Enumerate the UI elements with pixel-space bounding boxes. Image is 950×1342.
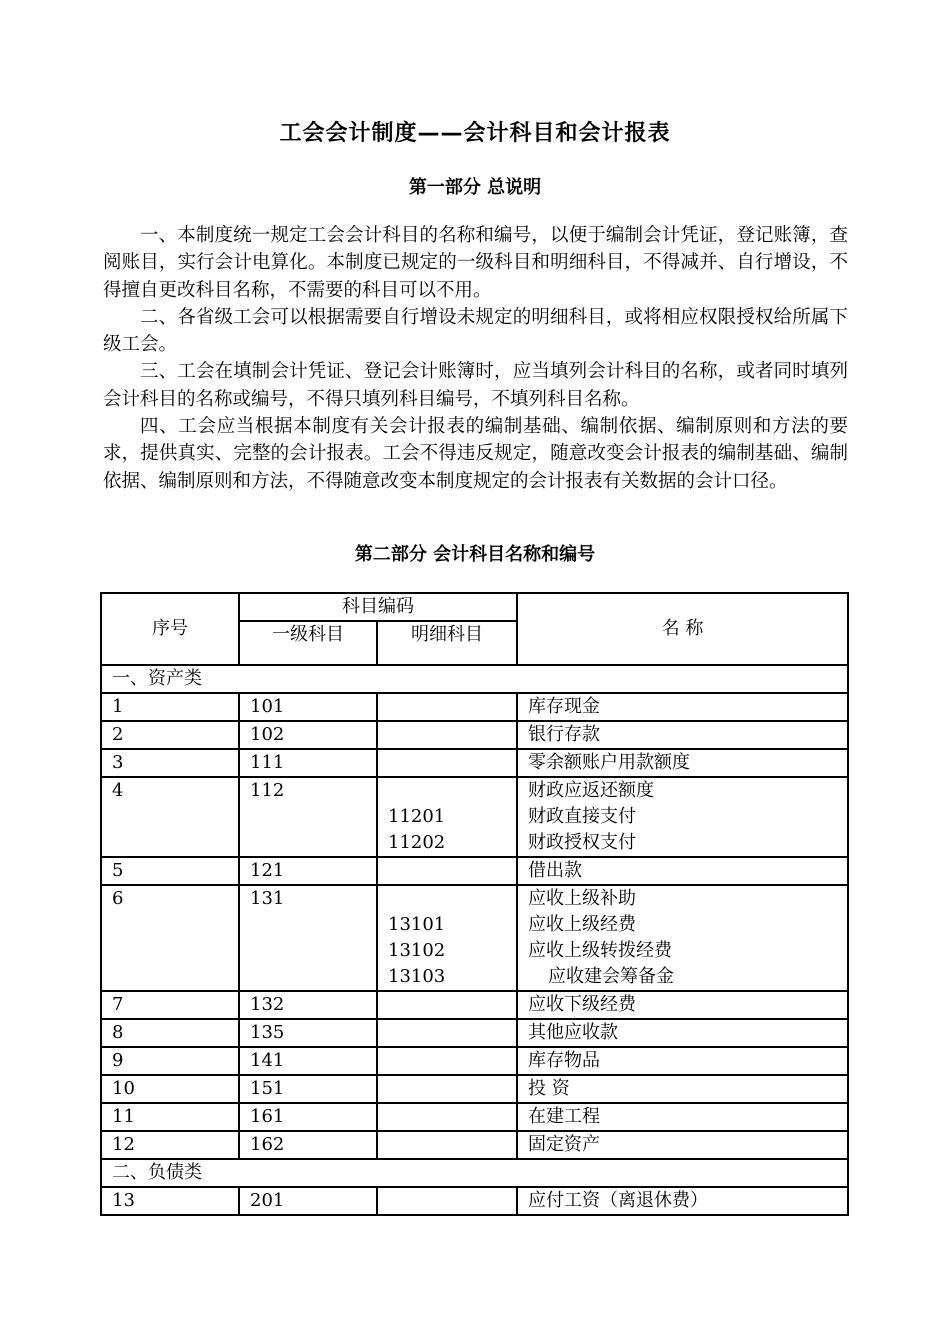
detail-code-cell [377,1019,517,1047]
account-name-cell-line: 财政直接支付 [528,806,636,827]
table-row [101,749,848,777]
account-name-cell [517,1075,848,1103]
seq-cell: 5 [101,857,239,885]
seq-cell: 1 [101,693,239,721]
detail-code-cell-line [388,1132,506,1158]
category-row-assets [101,665,848,693]
level1-code-cell: 141 [239,1047,377,1075]
seq-cell: 11 [101,1103,239,1131]
detail-code-cell [377,1131,517,1159]
account-name-cell-line: 应收下级经费 [528,994,636,1015]
detail-code-cell-line [388,992,506,1018]
table-row [101,1103,848,1131]
detail-code-cell [377,857,517,885]
detail-code-cell-line: 13101 13102 [388,914,446,961]
table-row [101,1187,848,1215]
seq-cell: 7 [101,991,239,1019]
detail-code-cell [377,1075,517,1103]
account-name-cell [517,1047,848,1075]
detail-code-cell-line [388,1020,506,1046]
level1-code-cell: 101 [239,693,377,721]
account-name-cell [517,693,848,721]
detail-code-cell-line [388,750,506,776]
account-name-cell-line: 银行存款 [528,724,600,745]
account-name-cell-line: 库存物品 [528,1050,600,1071]
level1-code-cell: 201 [239,1187,377,1215]
paragraph-4: 四、工会应当根据本制度有关会计报表的编制基础、编制依据、编制原则和方法的要求，提供真实、完整的会计报表。工会不得违反规定，随意改变会计报表的编制基础、编制依据、编制原则和方法，不得随意改变本制度规定的会计报表有关数据的会计口径。 [103,416,848,492]
category-label: 二、负债类 [101,1159,848,1187]
level1-code-cell: 132 [239,991,377,1019]
account-name-cell-line: 应收建会筹备金 [548,966,674,987]
table-row [101,693,848,721]
category-row-liabilities [101,1159,848,1187]
account-name-cell [517,885,848,991]
detail-code-cell [377,749,517,777]
account-name-cell-line: 财政应返还额度 [528,780,654,801]
detail-code-cell [377,721,517,749]
part1-heading: 第一部分 总说明 [408,177,542,198]
detail-code-cell [377,1103,517,1131]
header-seq: 序号 [101,593,239,665]
detail-code-cell [377,1187,517,1215]
header-code-group: 科目编码 [239,593,517,621]
detail-code-cell-line [388,694,506,720]
account-name-cell-line: 投 资 [528,1078,570,1099]
level1-code-cell: 111 [239,749,377,777]
category-label: 一、资产类 [101,665,848,693]
detail-code-cell-line: 11202 [388,832,446,853]
account-name-cell [517,777,848,857]
account-name-cell [517,1131,848,1159]
seq-cell: 12 [101,1131,239,1159]
table-row [101,1047,848,1075]
table-row [101,721,848,749]
account-name-cell [517,749,848,777]
seq-cell: 13 [101,1187,239,1215]
detail-code-cell [377,777,517,857]
table-row [101,1131,848,1159]
table-row [101,991,848,1019]
account-name-cell-line: 财政授权支付 [528,832,636,853]
accounts-table [100,592,849,1216]
detail-code-cell-line [388,1076,506,1102]
table-row [101,885,848,991]
seq-cell: 6 [101,885,239,991]
level1-code-cell: 151 [239,1075,377,1103]
table-row [101,777,848,857]
seq-cell: 9 [101,1047,239,1075]
part1-body [103,222,848,495]
seq-cell: 10 [101,1075,239,1103]
account-name-cell-line: 应收上级经费 [528,914,636,935]
detail-code-cell-line [388,1188,506,1214]
level1-code-cell: 135 [239,1019,377,1047]
level1-code-cell: 121 [239,857,377,885]
level1-code-cell: 112 [239,777,377,857]
paragraph-3: 三、工会在填制会计凭证、登记会计账簿时，应当填列会计科目的名称，或者同时填列会计科目的名称或编号，不得只填列科目编号，不填列科目名称。 [103,361,848,410]
detail-code-cell-line [388,1048,506,1074]
account-name-cell [517,1103,848,1131]
table-row [101,1075,848,1103]
detail-code-cell-line [388,722,506,748]
account-name-cell [517,991,848,1019]
header-detail: 明细科目 [377,621,517,665]
paragraph-1: 一、本制度统一规定工会会计科目的名称和编号，以便于编制会计凭证，登记账簿，查阅账目，实行会计电算化。本制度已规定的一级科目和明细科目，不得减并、自行增设，不得擅自更改科目名称，不需要的科目可以不用。 [103,225,848,301]
detail-code-cell-line [388,858,506,884]
detail-code-cell-line: 11201 [388,806,446,827]
account-name-cell-line: 借出款 [528,860,582,881]
seq-cell: 3 [101,749,239,777]
account-name-cell-line: 在建工程 [528,1106,600,1127]
detail-code-cell [377,885,517,991]
account-name-cell-line: 库存现金 [528,696,600,717]
account-name-cell-line: 其他应收款 [528,1022,618,1043]
seq-cell: 4 [101,777,239,857]
level1-code-cell: 161 [239,1103,377,1131]
detail-code-cell [377,991,517,1019]
account-name-cell-line: 零余额账户用款额度 [528,752,690,773]
account-name-cell-line: 应付工资（离退休费） [528,1190,708,1211]
detail-code-cell [377,693,517,721]
table-row [101,1019,848,1047]
seq-cell: 8 [101,1019,239,1047]
account-name-cell [517,1019,848,1047]
header-name: 名 称 [517,593,848,665]
level1-code-cell: 102 [239,721,377,749]
level1-code-cell: 162 [239,1131,377,1159]
account-name-cell [517,857,848,885]
detail-code-cell-line [388,886,506,912]
detail-code-cell [377,1047,517,1075]
detail-code-cell-line: 13103 [388,966,446,987]
level1-code-cell: 131 [239,885,377,991]
table-row [101,857,848,885]
document-title: 工会会计制度——会计科目和会计报表 [279,121,671,146]
account-name-cell-line: 应收上级转拨经费 [528,940,672,961]
account-name-cell [517,1187,848,1215]
detail-code-cell-line [388,778,506,804]
account-name-cell-line: 固定资产 [528,1134,600,1155]
detail-code-cell-line [388,1104,506,1130]
header-level1: 一级科目 [239,621,377,665]
seq-cell: 2 [101,721,239,749]
account-name-cell [517,721,848,749]
paragraph-2: 二、各省级工会可以根据需要自行增设未规定的明细科目，或将相应权限授权给所属下级工会。 [103,306,848,356]
part2-heading: 第二部分 会计科目名称和编号 [354,544,596,565]
table-header-row [101,593,848,621]
account-name-cell-line: 应收上级补助 [528,888,636,909]
